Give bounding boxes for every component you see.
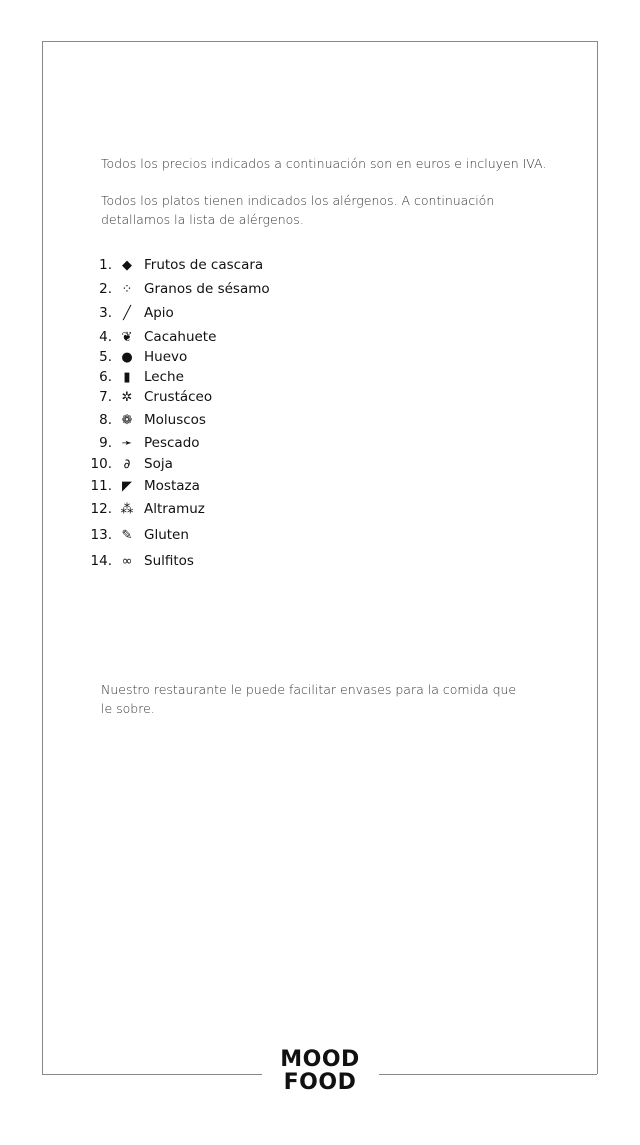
allergen-number: 7. [99, 389, 112, 405]
nut-icon: ◆ [122, 257, 132, 273]
allergen-label: Altramuz [144, 501, 205, 517]
divider [379, 1074, 597, 1075]
allergen-label: Sulfitos [144, 553, 194, 569]
prices-note: Todos los precios indicados a continuación son en euros e incluyen IVA. [101, 156, 547, 171]
lupin-icon: ⁂ [120, 501, 134, 517]
allergen-number: 4. [99, 329, 112, 345]
allergen-number: 2. [99, 281, 112, 297]
allergen-label: Crustáceo [144, 389, 213, 405]
allergen-item [88, 279, 270, 299]
allergen-number: 6. [99, 369, 112, 385]
allergen-label: Pescado [144, 435, 200, 451]
allergen-label: Leche [144, 369, 184, 385]
allergen-number: 8. [99, 412, 112, 428]
allergens-note: Todos los platos tienen indicados los alérgenos. A continuación detallamos la lista de alérgenos. [101, 193, 495, 227]
allergen-label: Frutos de cascara [144, 257, 264, 273]
allergen-item [88, 347, 187, 367]
allergen-number: 10. [90, 456, 112, 472]
allergen-number: 3. [99, 305, 112, 321]
allergen-label: Moluscos [144, 412, 206, 428]
allergen-item [88, 367, 184, 387]
mustard-icon: ◤ [122, 478, 132, 494]
milk-icon: ▮ [123, 369, 131, 385]
egg-icon: ● [121, 349, 133, 365]
logo-line: FOOD [283, 1070, 357, 1095]
allergen-number: 11. [90, 478, 112, 494]
allergen-label: Soja [144, 456, 173, 472]
allergen-number: 5. [99, 349, 112, 365]
allergen-number: 12. [90, 501, 112, 517]
allergen-number: 13. [90, 527, 112, 543]
allergen-item [88, 476, 200, 496]
containers-note: Nuestro restaurante le puede facilitar envases para la comida que le sobre. [101, 682, 517, 716]
sulfites-icon: ∞ [121, 553, 133, 569]
allergen-label: Cacahuete [144, 329, 217, 345]
allergen-item [88, 303, 174, 323]
sesame-icon: ⁘ [121, 281, 133, 297]
wheat-icon: ✎ [121, 527, 133, 543]
shell-icon: ❁ [121, 412, 133, 428]
allergen-label: Granos de sésamo [144, 281, 270, 297]
allergen-label: Gluten [144, 527, 189, 543]
logo-line: MOOD [280, 1047, 360, 1072]
celery-icon: ╱ [123, 305, 131, 321]
peanut-icon: ❦ [121, 329, 133, 345]
divider [42, 1074, 262, 1075]
allergen-number: 1. [99, 257, 112, 273]
allergen-item [88, 410, 206, 430]
allergen-item [88, 551, 194, 571]
allergen-label: Apio [144, 305, 174, 321]
allergen-item [88, 499, 205, 519]
allergen-number: 14. [90, 553, 112, 569]
allergen-label: Mostaza [144, 478, 200, 494]
allergen-item [88, 387, 212, 407]
soy-icon: ∂ [123, 456, 131, 472]
allergen-label: Huevo [144, 349, 188, 365]
allergen-item [88, 454, 173, 474]
allergen-item [88, 255, 263, 275]
allergen-number: 9. [99, 435, 112, 451]
fish-icon: ➛ [121, 435, 133, 451]
allergen-item [88, 327, 216, 347]
allergen-item [88, 525, 189, 545]
mood-food-logo [262, 1048, 378, 1094]
crab-icon: ✲ [121, 389, 133, 405]
allergen-item [88, 433, 200, 453]
